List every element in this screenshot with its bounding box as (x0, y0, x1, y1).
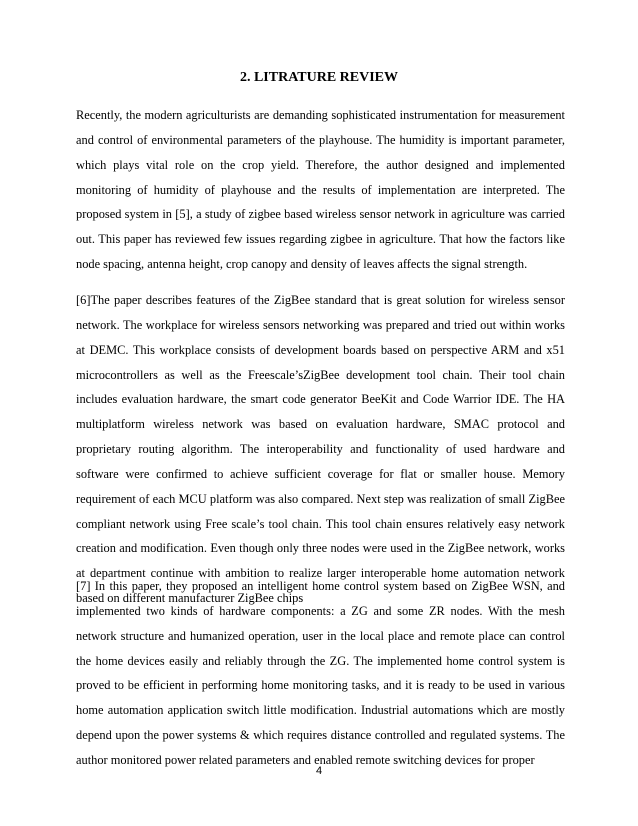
paragraph-agriculture-humidity: Recently, the modern agriculturists are demanding sophisticated instrumentation for measurement and control of environmental parameters of the playhouse. The humidity is important parameter, which plays vital role on the crop yield. Therefore, the author designed and implemented monitoring of humidity of playhouse and the results of implementation are interpreted. The proposed system in [5], a study of zigbee based wireless sensor network in agriculture was carried out. This paper has reviewed few issues regarding zigbee in agriculture. That how the factors like node spacing, antenna height, crop canopy and density of leaves affects the signal strength. (76, 108, 565, 272)
paragraph-home-control-system: [7] In this paper, they proposed an intelligent home control system based on ZigBee WSN, and implemented two kinds of hardware components: a ZG and some ZR nodes. With the mesh network structure and humanized operation, user in the local place and remote place can control the home devices easily and reliably through the ZG. The implemented home control system is proved to be efficient in performing home monitoring tasks, and it is ready to be used in various home automation application switch little modification. Industrial automations which are mostly depend upon the power systems & which requires distance controlled and regulated systems. The author monitored power related parameters and enabled remote switching devices for proper (76, 579, 565, 767)
page-number: 4 (315, 765, 323, 777)
section-heading: 2. LITRATURE REVIEW (239, 70, 399, 85)
paragraph-zigbee-standard: [6]The paper describes features of the ZigBee standard that is great solution for wireless sensor network. The workplace for wireless sensors networking was prepared and tried out within works at DEMC. This workplace consists of development boards based on perspective ARM and x51 microcontrollers as well as the Freescale’sZigBee development tool chain. Their tool chain includes evaluation hardware, the smart code generator BeeKit and Code Warrior IDE. The HA multiplatform wireless network was based on evaluation hardware, SMAC protocol and proprietary routing algorithm. The interoperability and functionality of used hardware and software were confirmed to achieve sufficient coverage for flat or smaller house. Memory requirement of each MCU platform was also compared. Next step was realization of small ZigBee compliant network using Free scale’s tool chain. This tool chain ensures relatively easy network creation and modification. Even though only three nodes were used in the ZigBee network, works at department continue with ambition to realize larger interoperable home automation network based on different manufacturer ZigBee chips (76, 293, 565, 606)
